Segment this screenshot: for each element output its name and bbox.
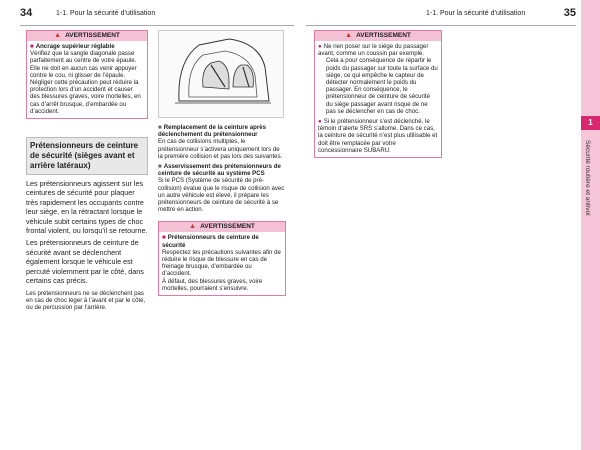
seat-illustration bbox=[158, 30, 284, 118]
chapter-tab-number[interactable]: 1 bbox=[581, 116, 600, 130]
warning-label: AVERTISSEMENT bbox=[200, 223, 255, 231]
warning-title: ■ Ancrage supérieur réglable bbox=[30, 43, 115, 50]
warning-box-seat bbox=[314, 30, 442, 158]
right-page-number: 35 bbox=[563, 7, 576, 19]
square-bullet-icon: ■ bbox=[30, 43, 34, 50]
right-section-title: 1-1. Pour la sécurité d’utilisation bbox=[426, 10, 526, 17]
warning-text: Vérifiez que la sangle diagonale passe parfaitement au centre de votre épaule. Elle ne doit en aucun cas venir appuyer contre le cou, ni glisser de l’épaule. Négliger cette précaution peut réduire la protection lors d’un accident et causer des blessures graves, voire mortelles, en cas d’arrêt brusque, d’embardée ou d’accident. bbox=[30, 50, 141, 115]
warning-box-pretensioner bbox=[158, 221, 286, 296]
replacement-heading: ■ Remplacement de la ceinture après déclenchement du prétensionneur bbox=[158, 124, 266, 139]
warning-header bbox=[315, 31, 441, 41]
middle-column bbox=[158, 30, 286, 296]
warning-box-ancrage bbox=[26, 30, 148, 119]
warning-label: AVERTISSEMENT bbox=[65, 32, 120, 39]
pretensioner-paragraph-1: Les prétensionneurs agissent sur les ceintures de sécurité pour plaquer très rapidement les occupants contre leur siège, en la rétractant lorsque le véhicule subit certains types de choc frontal violent, ou lorsqu’il se retourne. bbox=[26, 179, 148, 236]
warning-header bbox=[159, 222, 285, 232]
left-section-title: 1-1. Pour la sécurité d’utilisation bbox=[56, 10, 156, 17]
left-column bbox=[26, 30, 148, 314]
circle-bullet-icon: ● bbox=[318, 43, 322, 50]
warning-title: ■ Prétensionneurs de ceinture de sécurité bbox=[162, 234, 259, 249]
chapter-vertical-title: Sécurité routière et antivol bbox=[584, 140, 591, 216]
square-bullet-icon: ■ bbox=[158, 163, 162, 171]
replacement-text: En cas de collisions multiples, le prétensionneur s’activera uniquement lors de la première collision et pas lors des suivantes. bbox=[158, 138, 283, 160]
square-bullet-icon: ■ bbox=[162, 234, 166, 242]
warning-text-1: Respectez les précautions suivantes afin de réduire le risque de blessure en cas de freinage brusque, d’embardée ou d’accident. bbox=[162, 248, 281, 278]
pretensioner-paragraph-3: Les prétensionneurs ne se déclenchent pas en cas de choc léger à l’avant et par le côté, ou de percussion par l’arrière. bbox=[26, 289, 146, 311]
right-page-header bbox=[306, 7, 576, 26]
pretensioner-paragraph-2: Les prétensionneurs de ceinture de sécurité avant se déclenchent également lorsque le véhicule est percuté violemment par le côté, dans certains cas précis. bbox=[26, 238, 144, 286]
pcs-text: Si le PCS (Système de sécurité de pré-collision) évalue que le risque de collision avec un autre véhicule est élevé, il prépare les prétensionneurs de ceinture de sécurité à se mettre en action. bbox=[158, 177, 285, 214]
warning-triangle-icon: ▲ bbox=[345, 32, 353, 39]
warning-bullet-2: ● Si le prétensionneur s’est déclenché, le témoin d’alerte SRS s’allume. Dans ce cas, la ceinture de sécurité n’est plus utilisable et doit être remplacée par votre concessionnaire SUBARU. bbox=[318, 118, 438, 154]
right-column bbox=[314, 30, 442, 158]
warning-triangle-icon: ▲ bbox=[189, 223, 197, 231]
square-bullet-icon: ■ bbox=[158, 124, 162, 131]
pretensioner-heading: Prétensionneurs de ceinture de sécurité (sièges avant et arrière latéraux) bbox=[26, 137, 148, 175]
chapter-sidebar bbox=[581, 0, 600, 450]
warning-text-2: À défaut, des blessures graves, voire mortelles, pourraient s’ensuivre. bbox=[162, 277, 263, 292]
warning-triangle-icon: ▲ bbox=[54, 32, 62, 39]
warning-bullet-1: ● Ne rien poser sur le siège du passager avant, comme un coussin par exemple. bbox=[318, 43, 429, 58]
warning-bullet-1-continued: Cela a pour conséquence de répartir le poids du passager sur toute la surface du siège, ce qui empêche le capteur de détecter normalement le poids du passager. En conséquence, le prétensionneur de ceinture de sécurité du siège passager avant risque de ne pas se déclencher en cas de choc. bbox=[326, 57, 438, 115]
circle-bullet-icon: ● bbox=[318, 118, 322, 126]
left-page-number: 34 bbox=[20, 7, 33, 19]
left-page-header bbox=[20, 7, 294, 26]
pcs-heading: ■ Asservissement des prétensionneurs de ceinture de sécurité au système PCS bbox=[158, 163, 281, 178]
warning-label: AVERTISSEMENT bbox=[356, 32, 411, 39]
warning-header bbox=[27, 31, 147, 41]
